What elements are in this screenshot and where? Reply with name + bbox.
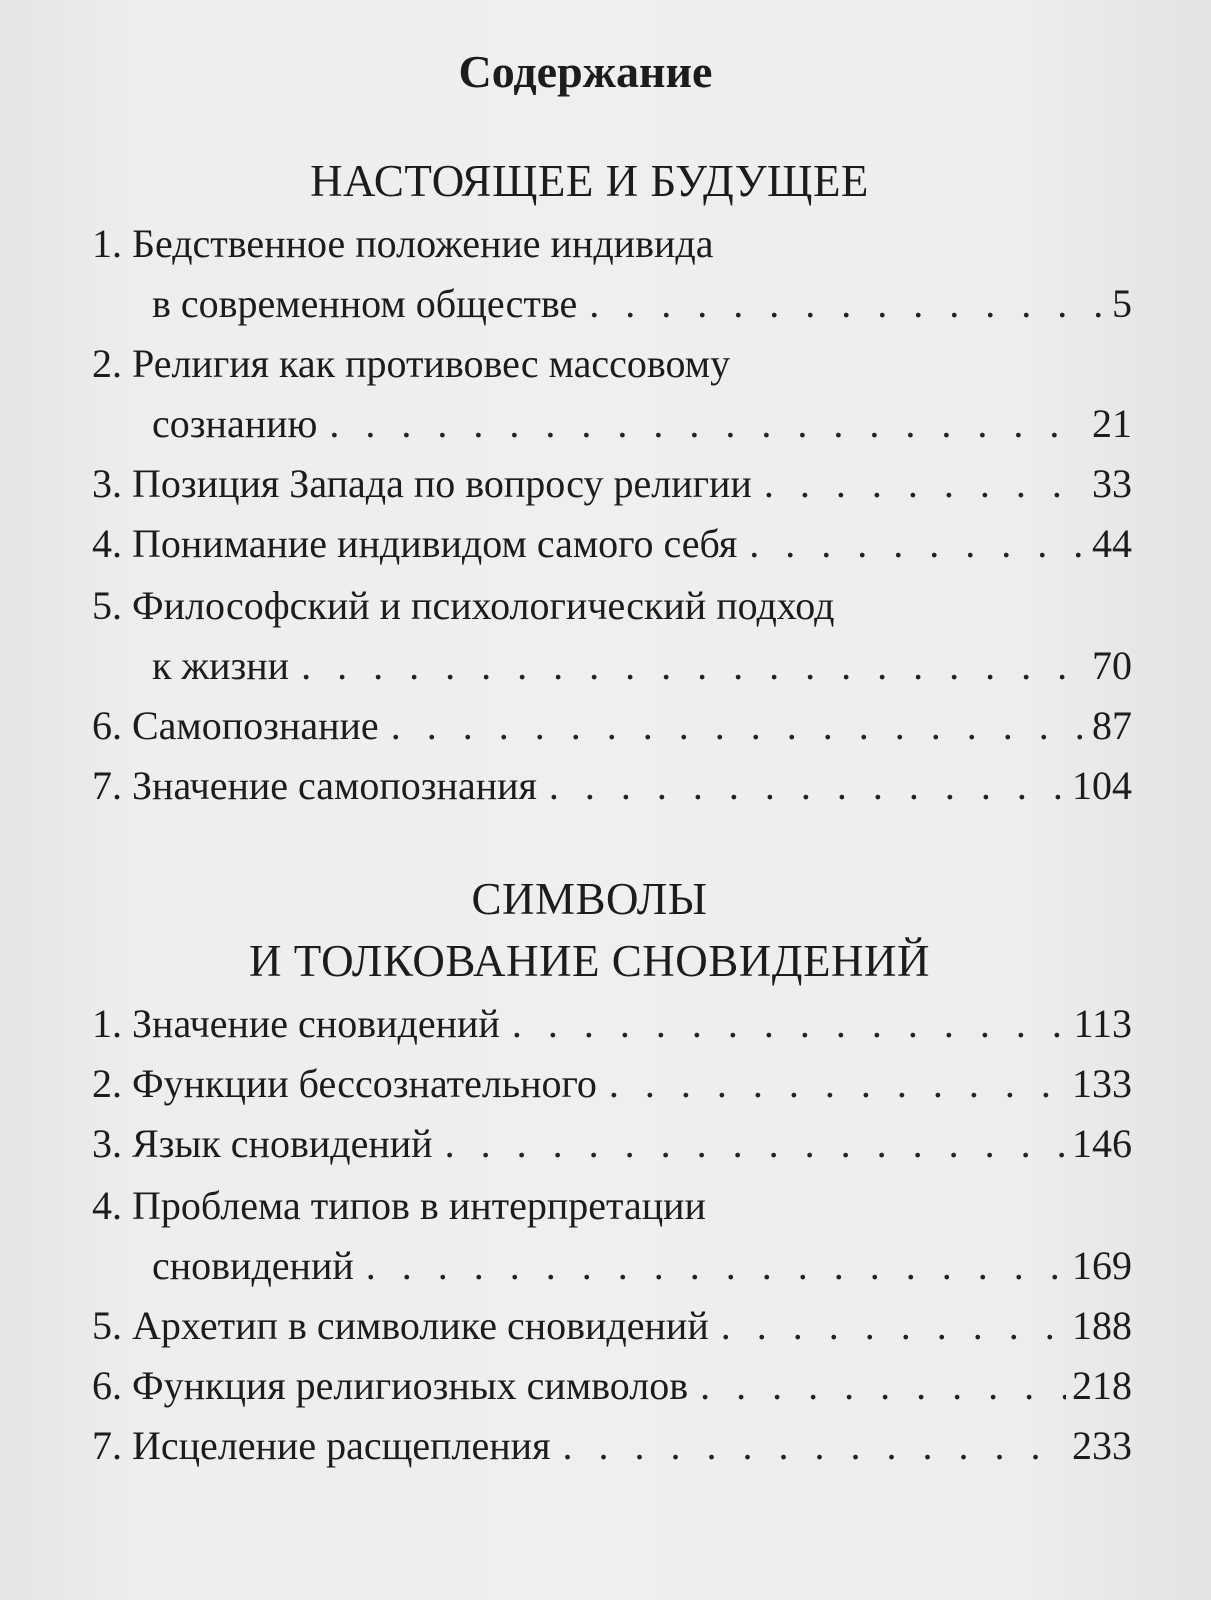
toc-page-number: 33: [1092, 461, 1132, 506]
dot-leader: [329, 396, 1086, 452]
toc-page-number: 113: [1073, 1001, 1132, 1046]
toc-entry-7: [92, 758, 1132, 814]
toc-entry-text: сознанию: [152, 401, 318, 446]
toc-page-number: 21: [1092, 401, 1132, 446]
toc-entry-text: к жизни: [152, 643, 290, 688]
toc-entry-s2-4-line2: [152, 1238, 1132, 1294]
toc-entry-text: 4. Понимание индивидом самого себя: [92, 521, 738, 566]
toc-entry-2-line2: [152, 396, 1132, 452]
toc-entry-1-line2: [152, 276, 1132, 332]
toc-entry-text: 1. Значение сновидений: [92, 1001, 500, 1046]
dot-leader: [366, 1238, 1066, 1294]
toc-entry-4: [92, 516, 1132, 572]
dot-leader: [589, 276, 1106, 332]
toc-entry-text: 5. Архетип в символике сновидений: [92, 1303, 709, 1348]
toc-page-number: 188: [1072, 1303, 1132, 1348]
toc-page-number: 5: [1112, 281, 1132, 326]
toc-entry-text: 3. Язык сновидений: [92, 1121, 433, 1166]
toc-entry-text: 3. Позиция Запада по вопросу религии: [92, 461, 752, 506]
toc-entry-1-title: 1. Бедственное положение индивида: [92, 221, 714, 266]
dot-leader: [609, 1056, 1066, 1112]
toc-entry-s2-3: [92, 1116, 1132, 1172]
toc-entry-text: в современном обществе: [152, 281, 578, 326]
toc-page-number: 70: [1092, 643, 1132, 688]
toc-entry-s2-5: [92, 1298, 1132, 1354]
toc-page-number: 44: [1092, 521, 1132, 566]
toc-entry-text: 2. Функции бессознательного: [92, 1061, 597, 1106]
toc-title: Содержание: [458, 46, 713, 97]
dot-leader: [700, 1358, 1066, 1414]
toc-page-number: 233: [1072, 1423, 1132, 1468]
toc-page-number: 146: [1072, 1121, 1132, 1166]
dot-leader: [391, 698, 1086, 754]
toc-entry-s2-2: [92, 1056, 1132, 1112]
toc-entry-3: [92, 456, 1132, 512]
toc-page-number: 169: [1072, 1243, 1132, 1288]
dot-leader: [764, 456, 1086, 512]
dot-leader: [562, 1418, 1066, 1474]
toc-entry-2-title: 2. Религия как противовес массовому: [92, 341, 731, 386]
dot-leader: [512, 996, 1068, 1052]
toc-page-number: 133: [1072, 1061, 1132, 1106]
toc-entry-s2-6: [92, 1358, 1132, 1414]
toc-entry-text: сновидений: [152, 1243, 354, 1288]
section-heading-symbols-line1: СИМВОЛЫ: [471, 874, 708, 924]
toc-page-number: 218: [1072, 1363, 1132, 1408]
dot-leader: [301, 638, 1086, 694]
toc-entry-6: [92, 698, 1132, 754]
dot-leader: [721, 1298, 1066, 1354]
toc-entry-5-line2: [152, 638, 1132, 694]
dot-leader: [549, 758, 1066, 814]
toc-entry-s2-7: [92, 1418, 1132, 1474]
toc-entry-text: 6. Самопознание: [92, 703, 379, 748]
toc-entry-text: 7. Значение самопознания: [92, 763, 537, 808]
dot-leader: [749, 516, 1086, 572]
toc-entry-s2-4-title: 4. Проблема типов в интерпретации: [92, 1183, 706, 1228]
toc-entry-text: 7. Исцеление расщепления: [92, 1423, 551, 1468]
section-heading-present-future: НАСТОЯЩЕЕ И БУДУЩЕЕ: [310, 156, 869, 206]
toc-entry-text: 6. Функция религиозных символов: [92, 1363, 689, 1408]
toc-page-number: 87: [1092, 703, 1132, 748]
toc-entry-5-title: 5. Философский и психологический подход: [92, 583, 835, 628]
toc-entry-s2-1: [92, 996, 1132, 1052]
dot-leader: [445, 1116, 1066, 1172]
toc-page-number: 104: [1072, 763, 1132, 808]
section-heading-symbols-line2: И ТОЛКОВАНИЕ СНОВИДЕНИЙ: [249, 936, 930, 986]
